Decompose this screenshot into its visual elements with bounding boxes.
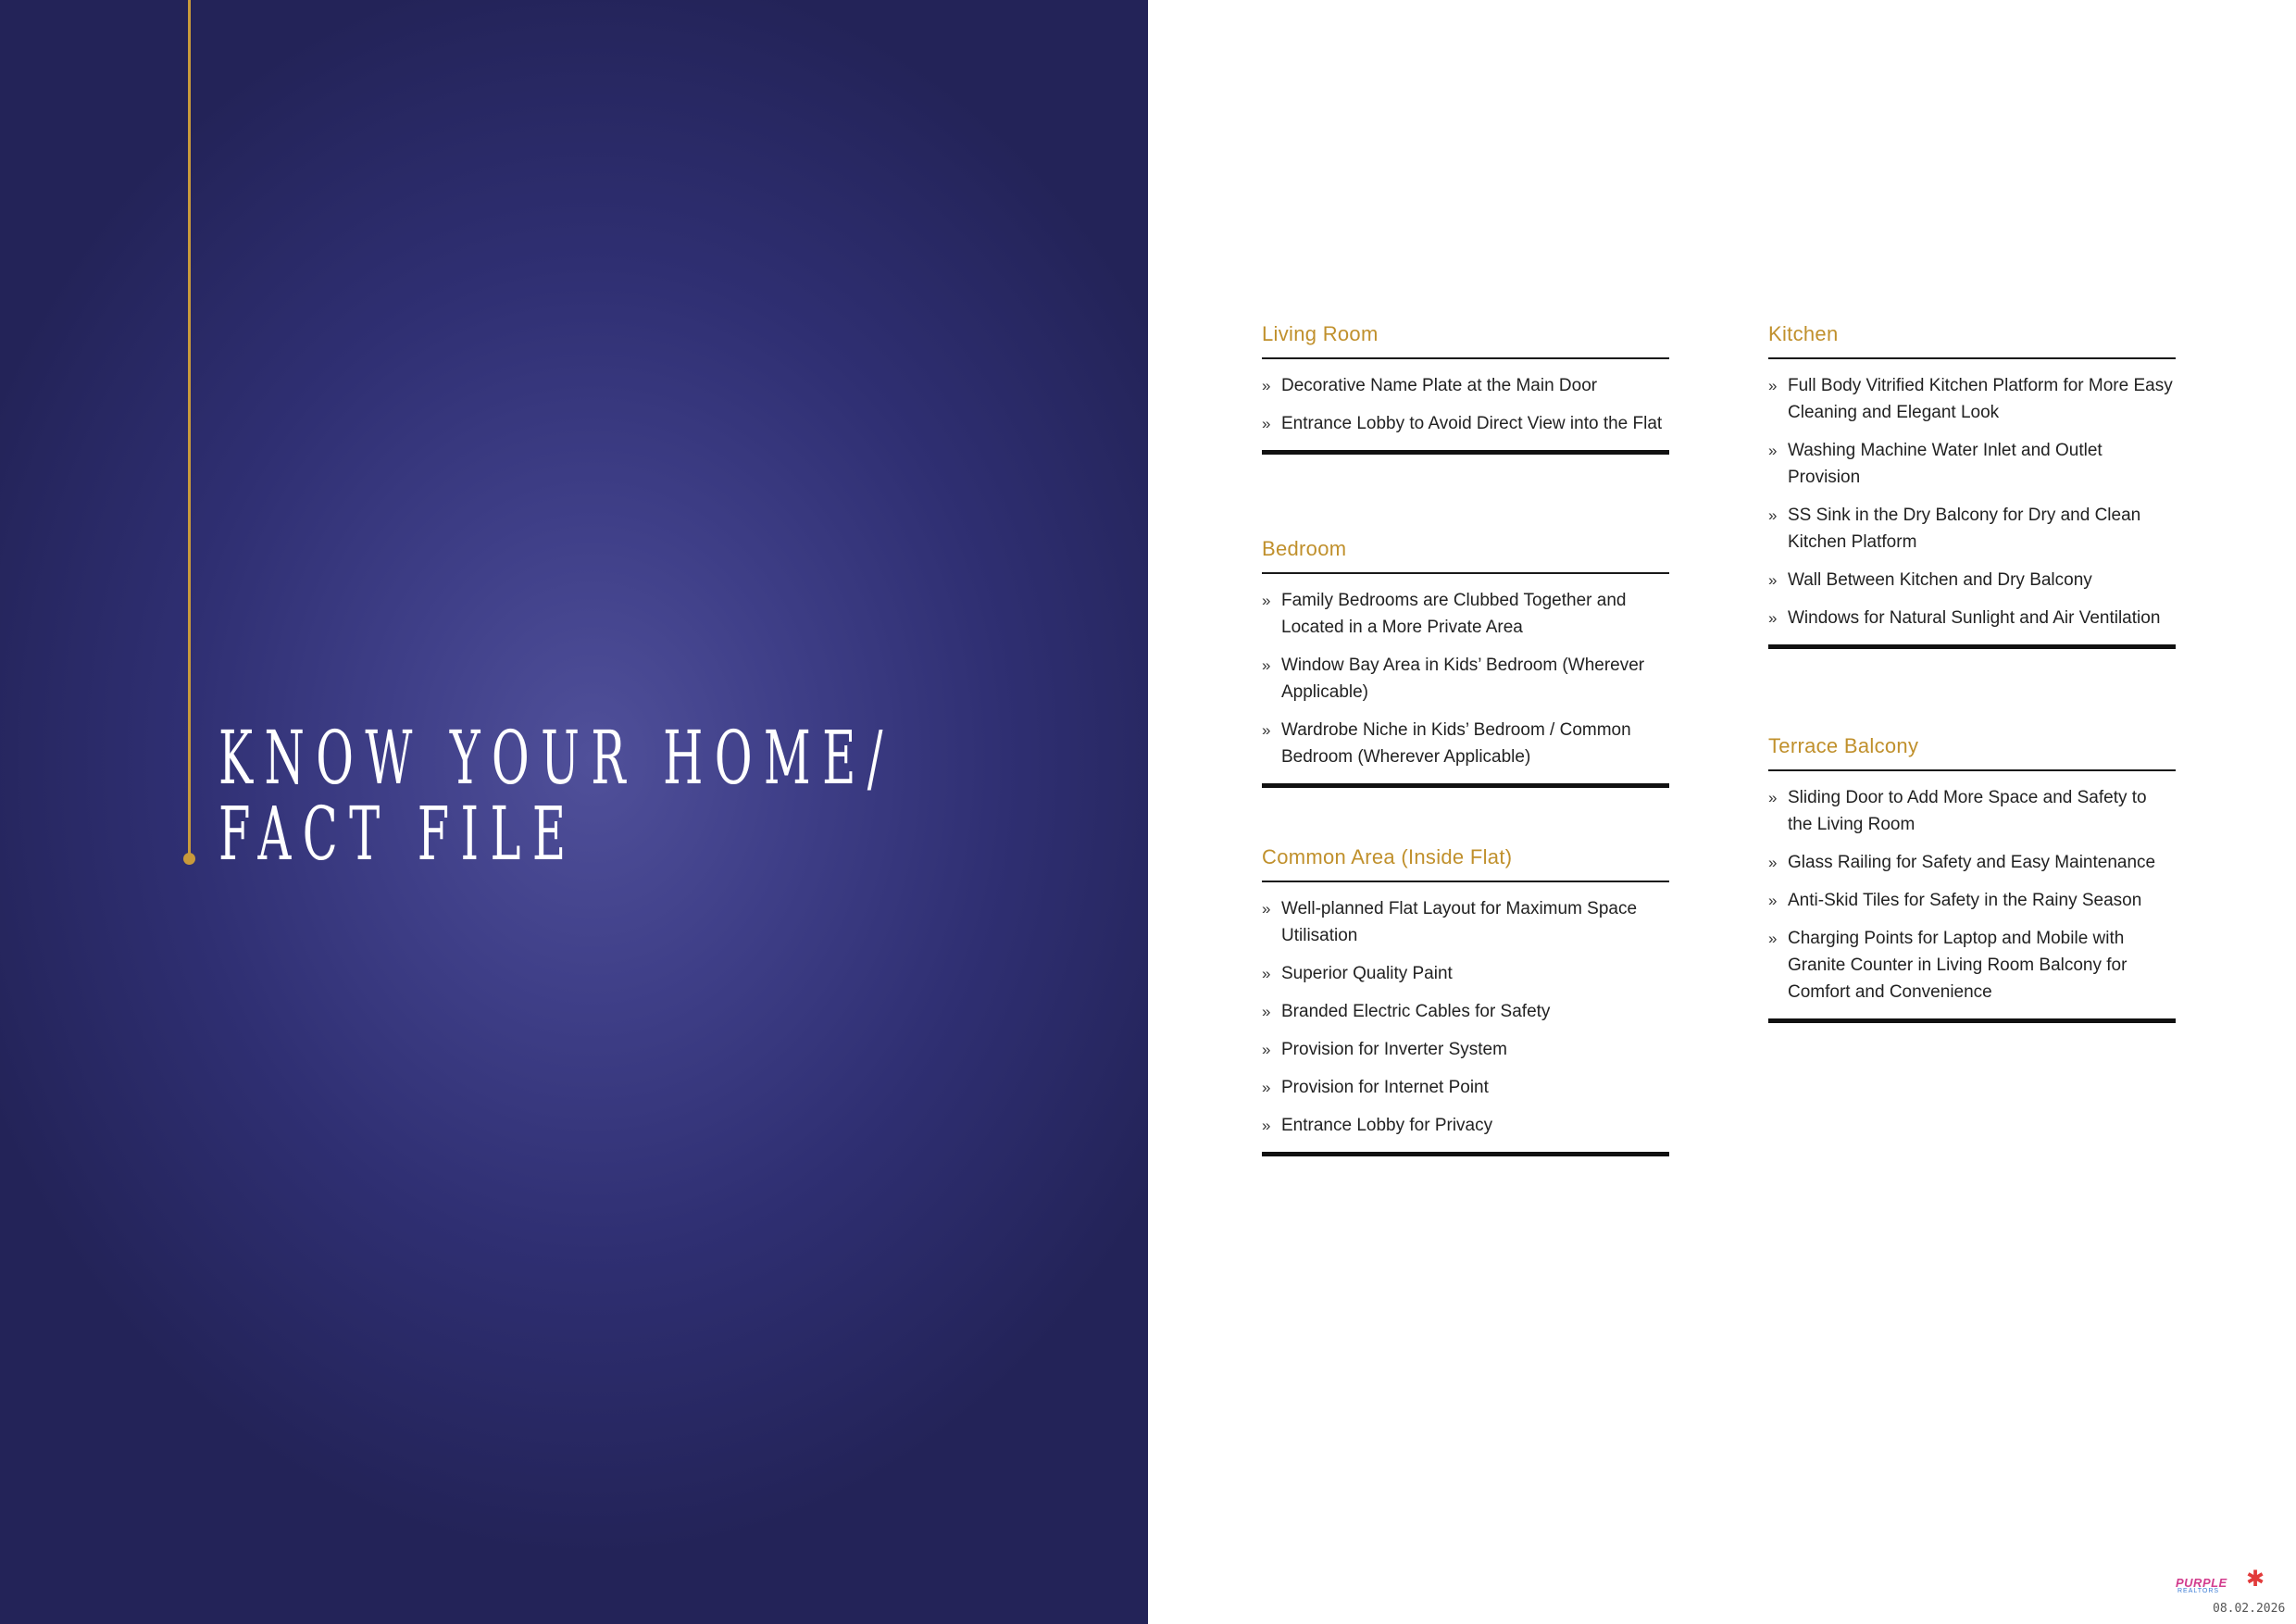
section-heading: Bedroom bbox=[1262, 537, 1669, 574]
list-item bbox=[1262, 998, 1669, 1025]
list-item bbox=[1262, 1112, 1669, 1139]
feature-list bbox=[1262, 882, 1669, 1156]
feature-list bbox=[1262, 359, 1669, 455]
list-item bbox=[1768, 372, 2176, 426]
feature-list bbox=[1768, 359, 2176, 649]
date-stamp: 08.02.2026 bbox=[2213, 1602, 2286, 1616]
list-item-text: Wardrobe Niche in Kids’ Bedroom / Common Bedroom (Wherever Applicable) bbox=[1281, 720, 1631, 767]
section-common-area bbox=[1262, 845, 1669, 1156]
list-item-text: Branded Electric Cables for Safety bbox=[1281, 1002, 1551, 1021]
list-item bbox=[1768, 567, 2176, 593]
list-item-text: Decorative Name Plate at the Main Door bbox=[1281, 376, 1598, 395]
bullet-icon: » bbox=[1262, 656, 1271, 674]
bullet-icon: » bbox=[1262, 377, 1271, 394]
list-item bbox=[1768, 925, 2176, 1006]
list-item-text: Family Bedrooms are Clubbed Together and Located in a More Private Area bbox=[1281, 591, 1627, 637]
list-item bbox=[1262, 652, 1669, 706]
list-item bbox=[1262, 1074, 1669, 1101]
logo-text: PURPLE bbox=[2176, 1576, 2227, 1590]
bullet-icon: » bbox=[1768, 442, 1778, 459]
page-title-line-1: KNOW YOUR HOME/ bbox=[218, 715, 894, 801]
section-heading: Kitchen bbox=[1768, 322, 2176, 359]
section-heading: Living Room bbox=[1262, 322, 1669, 359]
page-title-line-2: FACT FILE bbox=[218, 791, 578, 877]
bullet-icon: » bbox=[1768, 789, 1778, 806]
bullet-icon: » bbox=[1262, 1041, 1271, 1058]
list-item bbox=[1768, 849, 2176, 876]
section-terrace-balcony bbox=[1768, 734, 2176, 1023]
list-item-text: Wall Between Kitchen and Dry Balcony bbox=[1788, 570, 2092, 590]
bullet-icon: » bbox=[1262, 965, 1271, 982]
bullet-icon: » bbox=[1768, 571, 1778, 589]
page-title bbox=[218, 715, 894, 877]
bullet-icon: » bbox=[1768, 892, 1778, 909]
section-heading: Common Area (Inside Flat) bbox=[1262, 845, 1669, 882]
bullet-icon: » bbox=[1262, 1003, 1271, 1020]
brand-logo bbox=[2176, 1568, 2268, 1593]
bullet-icon: » bbox=[1768, 609, 1778, 627]
list-item bbox=[1768, 502, 2176, 556]
section-bedroom bbox=[1262, 537, 1669, 788]
list-item bbox=[1262, 960, 1669, 987]
list-item-text: Glass Railing for Safety and Easy Maintenance bbox=[1788, 853, 2156, 872]
bullet-icon: » bbox=[1262, 900, 1271, 918]
list-item-text: SS Sink in the Dry Balcony for Dry and Clean Kitchen Platform bbox=[1788, 506, 2141, 552]
list-item bbox=[1262, 717, 1669, 770]
feature-list bbox=[1768, 771, 2176, 1023]
section-heading: Terrace Balcony bbox=[1768, 734, 2176, 771]
list-item bbox=[1768, 605, 2176, 631]
list-item-text: Provision for Inverter System bbox=[1281, 1040, 1507, 1059]
list-item bbox=[1262, 895, 1669, 949]
list-item bbox=[1262, 372, 1669, 399]
list-item-text: Anti-Skid Tiles for Safety in the Rainy Season bbox=[1788, 891, 2142, 910]
list-item-text: Provision for Internet Point bbox=[1281, 1078, 1489, 1097]
bullet-icon: » bbox=[1768, 506, 1778, 524]
list-item-text: Well-planned Flat Layout for Maximum Space Utilisation bbox=[1281, 899, 1638, 945]
bullet-icon: » bbox=[1262, 415, 1271, 432]
bullet-icon: » bbox=[1768, 930, 1778, 947]
list-item bbox=[1768, 887, 2176, 914]
section-kitchen bbox=[1768, 322, 2176, 649]
list-item-text: Superior Quality Paint bbox=[1281, 964, 1453, 983]
list-item bbox=[1768, 784, 2176, 838]
list-item-text: Sliding Door to Add More Space and Safety to the Living Room bbox=[1788, 788, 2147, 834]
list-item bbox=[1262, 587, 1669, 641]
list-item-text: Charging Points for Laptop and Mobile with Granite Counter in Living Room Balcony for Comfort and Convenience bbox=[1788, 929, 2128, 1002]
list-item-text: Entrance Lobby for Privacy bbox=[1281, 1116, 1493, 1135]
bullet-icon: » bbox=[1262, 721, 1271, 739]
bullet-icon: » bbox=[1262, 1117, 1271, 1134]
list-item bbox=[1262, 410, 1669, 437]
bullet-icon: » bbox=[1768, 854, 1778, 871]
gold-line-dot bbox=[183, 853, 195, 865]
gold-vertical-line bbox=[188, 0, 191, 857]
bullet-icon: » bbox=[1768, 377, 1778, 394]
list-item bbox=[1768, 437, 2176, 491]
list-item-text: Entrance Lobby to Avoid Direct View into the Flat bbox=[1281, 414, 1663, 433]
star-icon: ✱ bbox=[2246, 1567, 2265, 1592]
list-item-text: Windows for Natural Sunlight and Air Ventilation bbox=[1788, 608, 2161, 628]
list-item-text: Washing Machine Water Inlet and Outlet Provision bbox=[1788, 441, 2103, 487]
feature-list bbox=[1262, 574, 1669, 788]
list-item-text: Window Bay Area in Kids’ Bedroom (Wherever Applicable) bbox=[1281, 656, 1645, 702]
list-item bbox=[1262, 1036, 1669, 1063]
bullet-icon: » bbox=[1262, 1079, 1271, 1096]
bullet-icon: » bbox=[1262, 592, 1271, 609]
list-item-text: Full Body Vitrified Kitchen Platform for More Easy Cleaning and Elegant Look bbox=[1788, 376, 2173, 422]
section-living-room bbox=[1262, 322, 1669, 455]
logo-subtext: REALTORS bbox=[2177, 1588, 2220, 1594]
